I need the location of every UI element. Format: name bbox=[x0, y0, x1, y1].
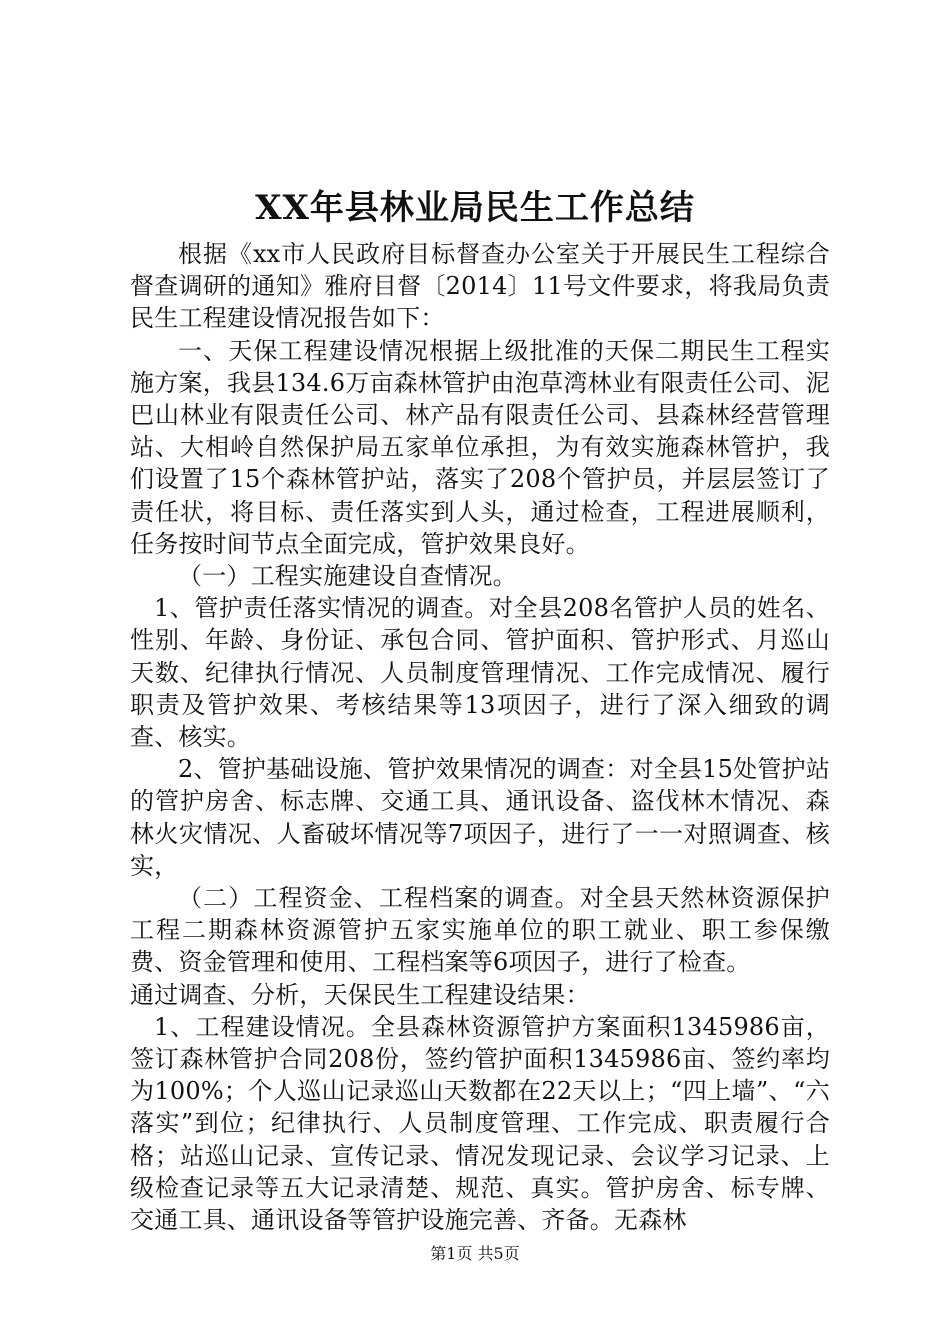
paragraph-item-1: 1、管护责任落实情况的调查。对全县208名管护人员的姓名、性别、年龄、身份证、承包合同、管护面积、管护形式、月巡山天数、纪律执行情况、人员制度管理情况、工作完成情况、履行职责及管护效果、考核结果等13项因子，进行了深入细致的调查、核实。 bbox=[130, 594, 830, 752]
document-title: XX年县林业局民生工作总结 bbox=[255, 188, 695, 228]
document-body bbox=[130, 238, 830, 1236]
paragraph-section-one: 一、天保工程建设情况根据上级批准的天保二期民生工程实施方案，我县134.6万亩森林管护由泡草湾林业有限责任公司、泥巴山林业有限责任公司、林产品有限责任公司、县森林经营管理站、大相岭自然保护局五家单位承担，为有效实施森林管护，我们设置了15个森林管护站，落实了208个管护员，并层层签订了责任状，将目标、责任落实到人头，通过检查，工程进展顺利，任务按时间节点全面完成，管护效果良好。 bbox=[130, 336, 830, 558]
paragraph-subsection-one: （一）工程实施建设自查情况。 bbox=[178, 562, 517, 591]
paragraph-results-item-1: 1、工程建设情况。全县森林资源管护方案面积1345986亩，签订森林管护合同208份，签约管护面积1345986亩、签约率均为100%；个人巡山记录巡山天数都在22天以上；“四上墙”、“六落实”到位；纪律执行、人员制度管理、工作完成、职责履行合格；站巡山记录、宣传记录、情况发现记录、会议学习记录、上级检查记录等五大记录清楚、规范、真实。管护房舍、标专牌、交通工具、通讯设备等管护设施完善、齐备。无森林 bbox=[130, 1012, 830, 1235]
page-footer: 第1页 共5页 bbox=[430, 1244, 520, 1263]
paragraph-subsection-two: （二）工程资金、工程档案的调查。对全县天然林资源保护工程二期森林资源管护五家实施单位的职工就业、职工参保缴费、资金管理和使用、工程档案等6项因子，进行了检查。 bbox=[130, 884, 830, 977]
paragraph-intro: 根据《xx市人民政府目标督查办公室关于开展民生工程综合督查调研的通知》雅府目督〔2014〕11号文件要求，将我局负责民生工程建设情况报告如下： bbox=[130, 240, 830, 333]
paragraph-results-intro: 通过调查、分析，天保民生工程建设结果： bbox=[130, 980, 590, 1009]
paragraph-item-2: 2、管护基础设施、管护效果情况的调查：对全县15处管护站的管护房舍、标志牌、交通工具、通讯设备、盗伐林木情况、森林火灾情况、人畜破坏情况等7项因子，进行了一一对照调查、核实， bbox=[130, 755, 830, 880]
